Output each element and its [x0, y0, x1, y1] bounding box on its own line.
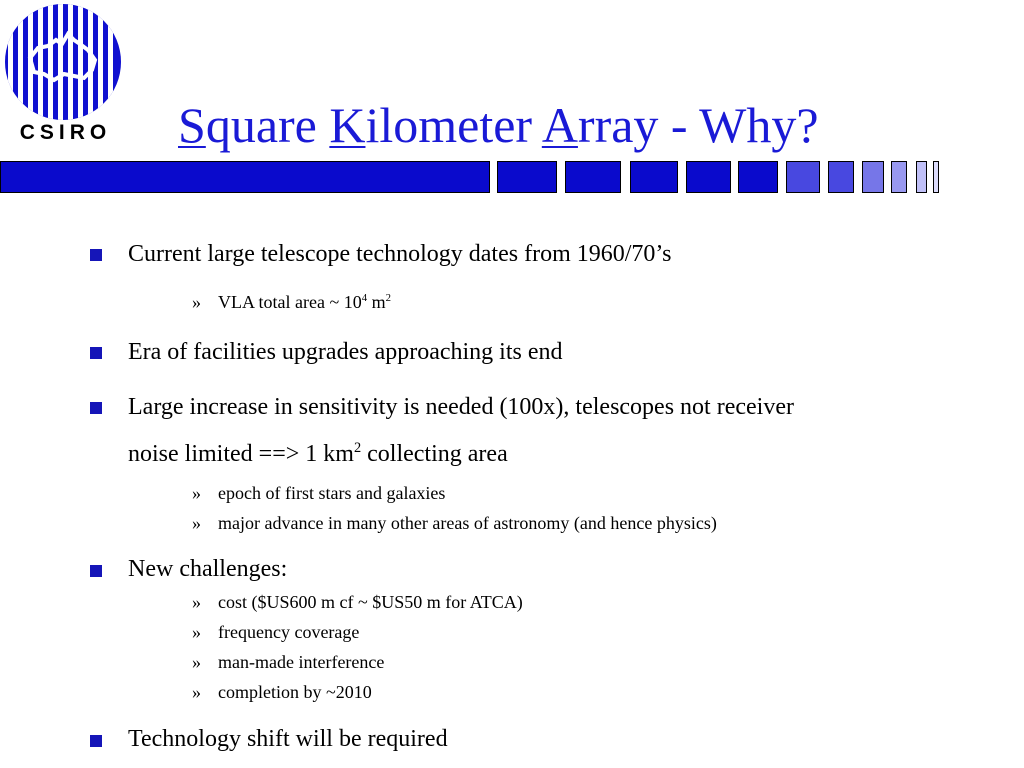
sub-bullet	[192, 592, 523, 613]
sub-bullet-text: VLA total area ~ 10	[218, 292, 362, 312]
bar-block	[891, 161, 907, 193]
sub-bullet-marker: »	[192, 483, 201, 503]
bar-block	[630, 161, 678, 193]
title-part: rray - Why?	[577, 97, 819, 153]
bullet-text: New challenges:	[128, 556, 288, 582]
sub-bullet	[192, 292, 391, 313]
sub-bullet-text: epoch of first stars and galaxies	[218, 483, 446, 503]
sub-bullet	[192, 483, 445, 504]
page-title	[178, 97, 819, 153]
title-part: A	[541, 97, 578, 153]
sub-bullet-marker: »	[192, 622, 201, 642]
bullet-marker	[90, 249, 102, 261]
bar-block	[565, 161, 621, 193]
sub-bullet	[192, 513, 717, 534]
superscript: 2	[353, 440, 362, 456]
sub-bullet-text: completion by ~2010	[218, 682, 372, 702]
bar-block	[786, 161, 820, 193]
sub-bullet	[192, 652, 384, 673]
bullet-text: noise limited ==> 1 km	[128, 441, 354, 467]
bullet-marker	[90, 735, 102, 747]
title-decorative-bar	[0, 161, 945, 195]
sub-bullet-text: man-made interference	[218, 652, 385, 672]
sub-bullet-text: m	[367, 292, 386, 312]
csiro-globe-icon	[0, 0, 130, 125]
superscript: 2	[385, 292, 392, 304]
superscript: 4	[361, 292, 368, 304]
sub-bullet-marker: »	[192, 513, 201, 533]
bullet-text: Technology shift will be required	[128, 726, 448, 752]
bullet-text: Current large telescope technology dates from 1960/70’s	[128, 241, 672, 267]
title-part: S	[178, 97, 206, 153]
csiro-logo	[0, 0, 130, 160]
title-part: K	[329, 97, 366, 153]
sub-bullet-marker: »	[192, 682, 201, 702]
bar-block	[0, 161, 490, 193]
bar-block	[916, 161, 927, 193]
bar-block	[497, 161, 557, 193]
sub-bullet-marker: »	[192, 652, 201, 672]
bar-block	[686, 161, 731, 193]
sub-bullet-text: frequency coverage	[218, 622, 360, 642]
sub-bullet-marker: »	[192, 292, 201, 312]
bullet-marker	[90, 565, 102, 577]
bullet-text: Large increase in sensitivity is needed (100x), telescopes not receiver	[128, 394, 794, 420]
bar-block	[933, 161, 939, 193]
bar-block	[862, 161, 884, 193]
bar-block	[738, 161, 778, 193]
bullet-text: Era of facilities upgrades approaching its end	[128, 339, 563, 365]
bullet-marker	[90, 347, 102, 359]
bullet-marker	[90, 402, 102, 414]
bullet-text-continued	[128, 441, 508, 468]
bar-block	[828, 161, 854, 193]
csiro-logo-text: CSIRO	[19, 121, 112, 144]
title-part: ilometer	[365, 97, 542, 153]
sub-bullet-marker: »	[192, 592, 201, 612]
sub-bullet	[192, 622, 359, 643]
title-part: quare	[205, 97, 330, 153]
bullet-text: collecting area	[361, 441, 508, 467]
sub-bullet-text: major advance in many other areas of astronomy (and hence physics)	[218, 513, 717, 533]
sub-bullet	[192, 682, 372, 703]
sub-bullet-text: cost ($US600 m cf ~ $US50 m for ATCA)	[218, 592, 523, 612]
